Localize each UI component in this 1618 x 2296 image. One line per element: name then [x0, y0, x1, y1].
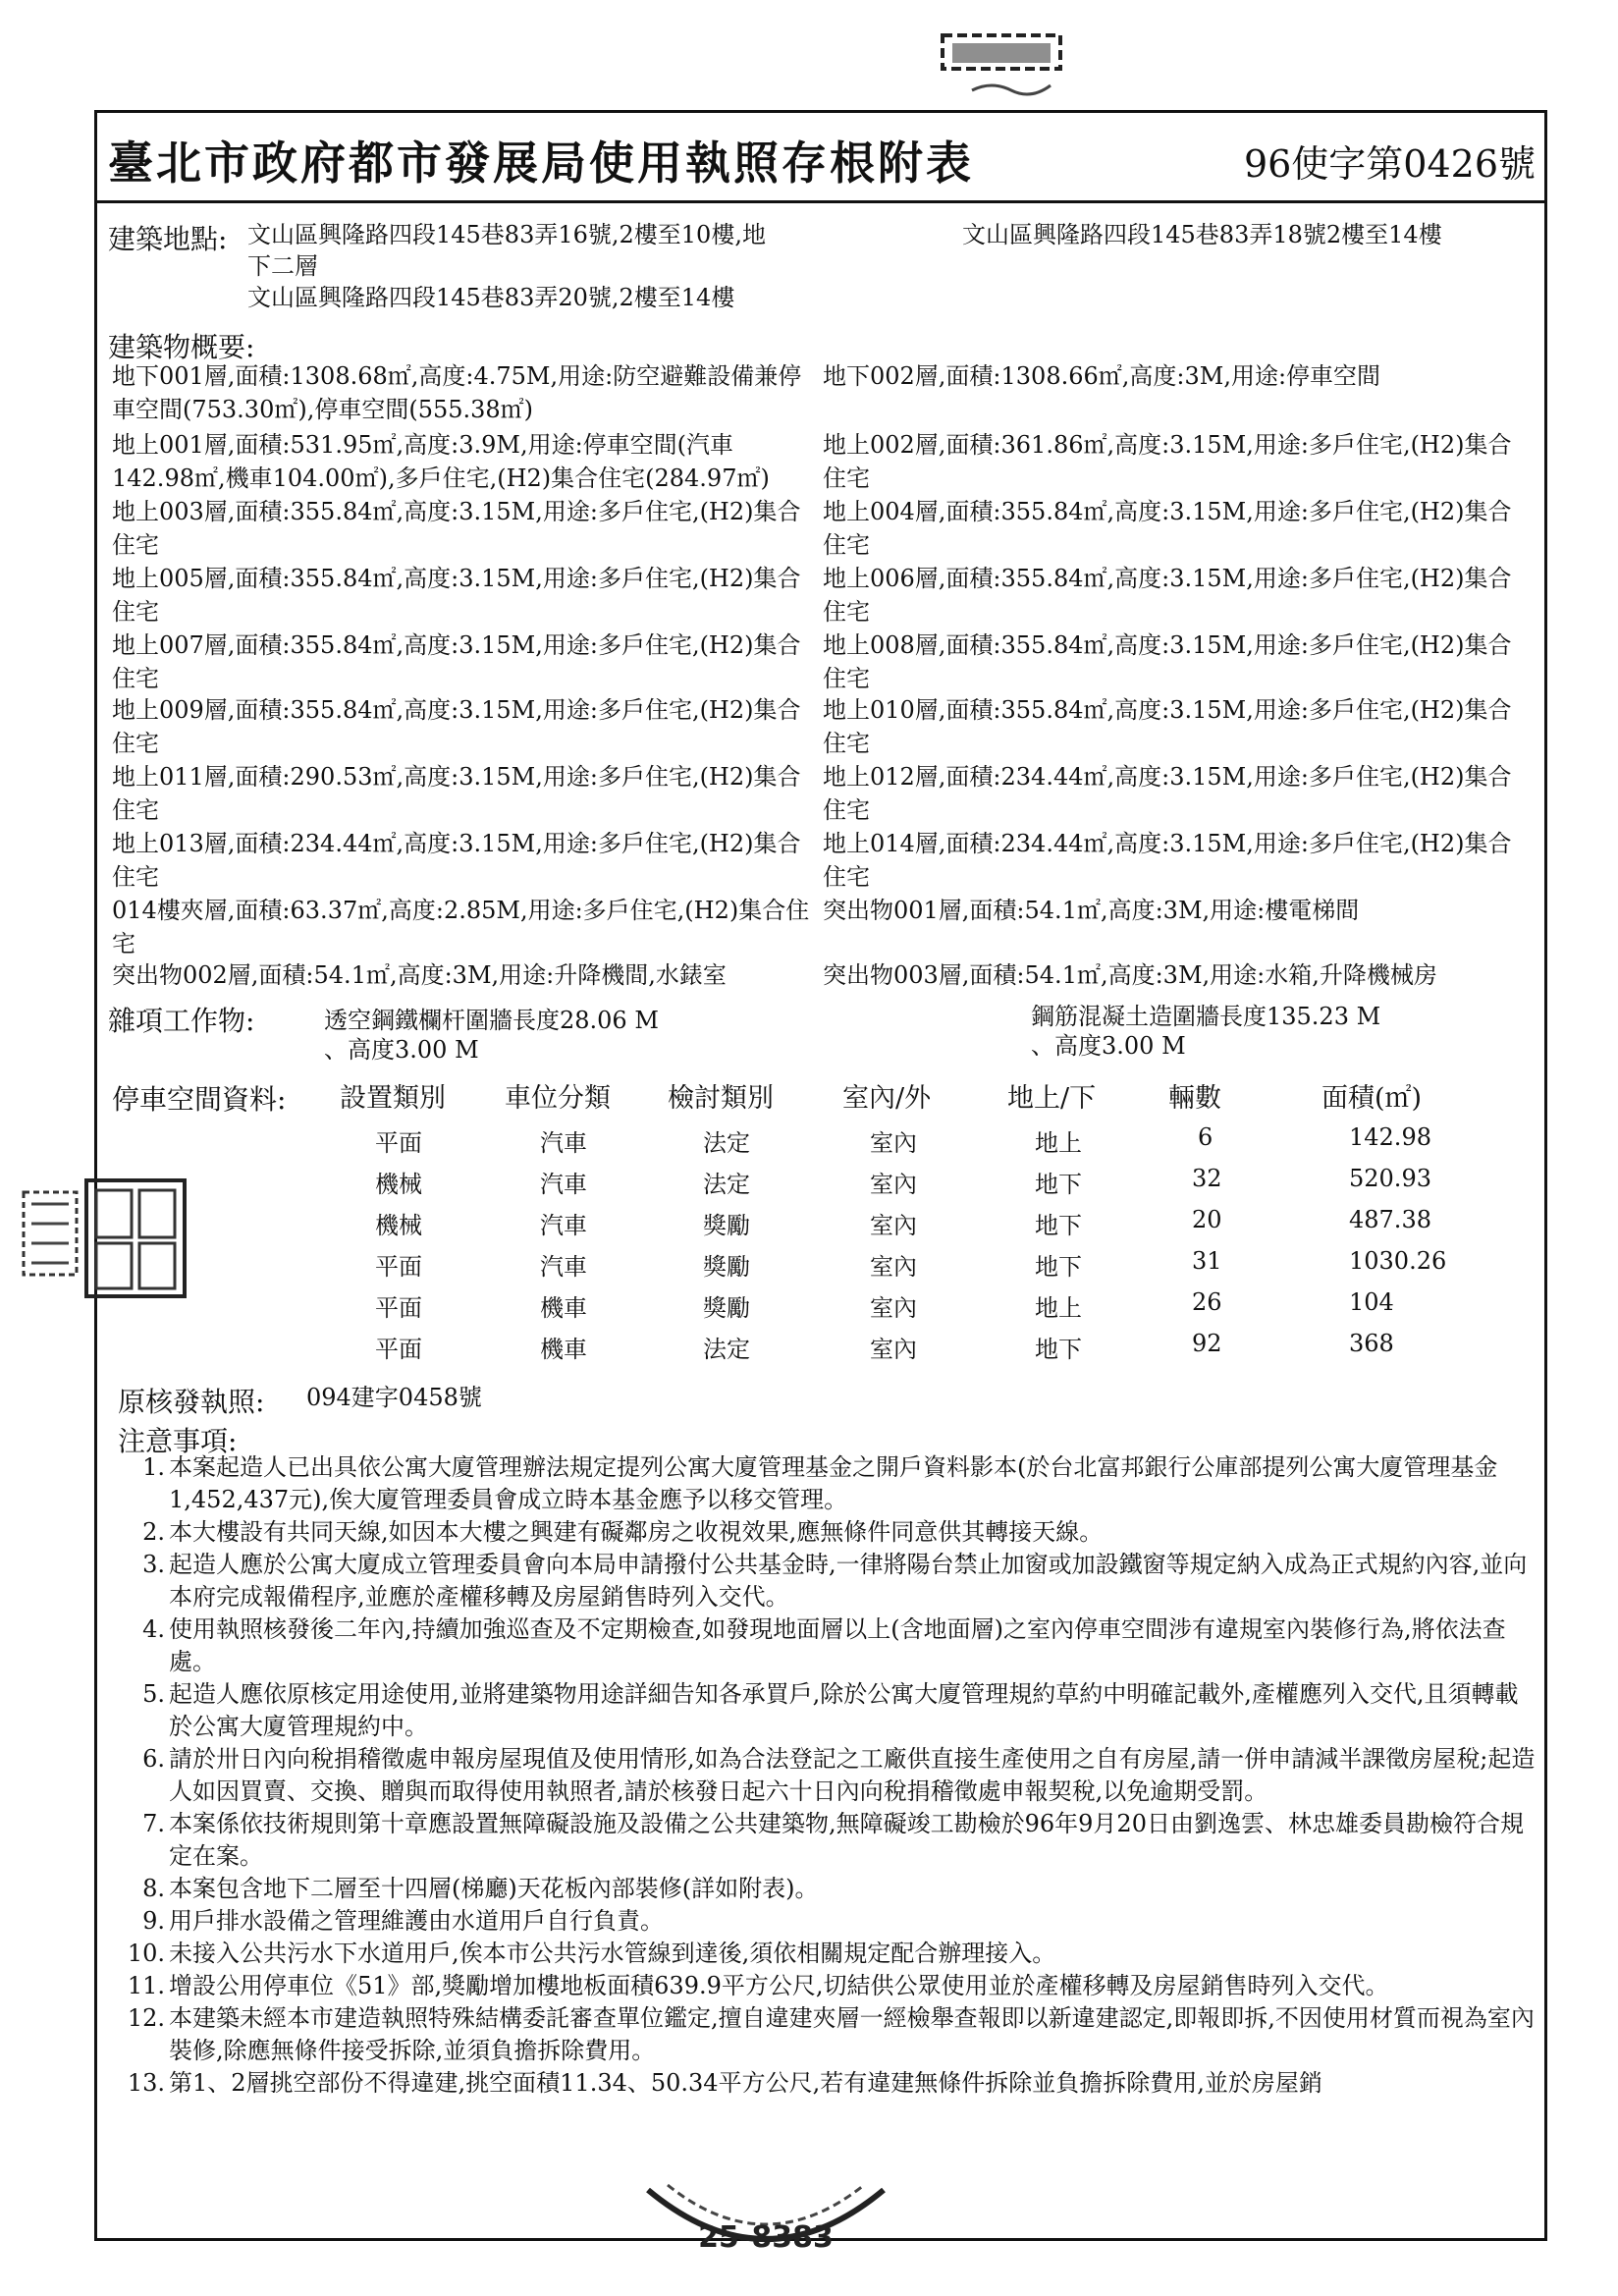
- note-number: 1.: [142, 1453, 165, 1481]
- cell-area: 368: [1349, 1330, 1394, 1357]
- original-permit-value: 094建字0458號: [306, 1384, 482, 1411]
- cell-indoor: 室內: [870, 1294, 917, 1322]
- overview-left-2: 地上003層,面積:355.84㎡,高度:3.15M,用途:多戶住宅,(H2)集合住宅: [112, 498, 801, 559]
- overview-right-9: 突出物003層,面積:54.1㎡,高度:3M,用途:水箱,升降機械房: [823, 961, 1437, 989]
- overview-label: 建築物概要:: [108, 331, 255, 363]
- overview-left-9: 突出物002層,面積:54.1㎡,高度:3M,用途:升降機間,水錶室: [112, 961, 727, 989]
- note-item: [126, 1905, 1539, 1938]
- cell-type: 平面: [375, 1129, 422, 1157]
- note-number: 10.: [127, 1940, 165, 1967]
- overview-right-7: 地上014層,面積:234.44㎡,高度:3.15M,用途:多戶住宅,(H2)集合住宅: [823, 830, 1512, 891]
- location-label: 建築地點:: [108, 223, 228, 255]
- overview-right-8: 突出物001層,面積:54.1㎡,高度:3M,用途:樓電梯間: [823, 897, 1360, 924]
- note-item: [126, 2067, 1539, 2100]
- notes-label: 注意事項:: [118, 1425, 238, 1457]
- misc-right-line1: 鋼筋混凝土造圍牆長度135.23 M: [1031, 1003, 1381, 1030]
- title-row: [94, 110, 1547, 203]
- misc-right-line2: 、高度3.00 M: [1031, 1032, 1186, 1060]
- overview-right-0: 地下002層,面積:1308.66㎡,高度:3M,用途:停車空間: [823, 362, 1381, 390]
- overview-right-2: 地上004層,面積:355.84㎡,高度:3.15M,用途:多戶住宅,(H2)集合住宅: [823, 498, 1512, 559]
- cell-count: 6: [1198, 1123, 1214, 1151]
- note-item: [126, 1743, 1539, 1808]
- note-item: [126, 1678, 1539, 1743]
- cell-level: 地上: [1035, 1294, 1082, 1322]
- cell-indoor: 室內: [870, 1253, 917, 1281]
- parking-header-area: 面積(㎡): [1321, 1083, 1423, 1114]
- cell-area: 487.38: [1349, 1206, 1431, 1233]
- cell-review: 法定: [703, 1171, 750, 1198]
- overview-right-6: 地上012層,面積:234.44㎡,高度:3.15M,用途:多戶住宅,(H2)集合住宅: [823, 763, 1512, 824]
- cell-level: 地下: [1035, 1253, 1082, 1281]
- misc-left-line2: 、高度3.00 M: [324, 1036, 479, 1064]
- cell-count: 31: [1192, 1247, 1222, 1275]
- cell-vehicle: 汽車: [540, 1129, 587, 1157]
- bottom-seal-stamp: [638, 2170, 893, 2278]
- cell-vehicle: 汽車: [540, 1253, 587, 1281]
- note-text: 請於卅日內向稅捐稽徵處申報房屋現值及使用情形,如為合法登記之工廠供直接生產使用之自有房屋,請一併申請減半課徵房屋稅;起造人如因買賣、交換、贈與而取得使用執照者,請於核發日起六十日內向稅捐稽徵處申報契稅,以免逾期受罰。: [169, 1745, 1536, 1805]
- overview-left-1: 地上001層,面積:531.95㎡,高度:3.9M,用途:停車空間(汽車142.98㎡,機車104.00㎡),多戶住宅,(H2)集合住宅(284.97㎡): [112, 431, 770, 492]
- note-number: 8.: [142, 1875, 165, 1902]
- cell-review: 法定: [703, 1336, 750, 1363]
- note-item: [126, 1970, 1539, 2002]
- cell-type: 平面: [375, 1253, 422, 1281]
- cell-vehicle: 機車: [540, 1336, 587, 1363]
- cell-level: 地下: [1035, 1212, 1082, 1239]
- cell-review: 獎勵: [703, 1294, 750, 1322]
- misc-left-line1: 透空鋼鐵欄杆圍牆長度28.06 M: [324, 1007, 659, 1034]
- bottom-stamp-text: 25-8383: [698, 2220, 834, 2255]
- document-title: 臺北市政府都市發展局使用執照存根附表: [108, 137, 974, 190]
- note-text: 本建築未經本市建造執照特殊結構委託審查單位鑑定,擅自違建夾層一經檢舉查報即以新違建認定,即報即拆,不因使用材質而視為室內裝修,除應無條件接受拆除,並須負擔拆除費用。: [169, 2004, 1535, 2064]
- cell-type: 平面: [375, 1336, 422, 1363]
- note-number: 9.: [142, 1907, 165, 1935]
- parking-header-vehicle: 車位分類: [505, 1083, 611, 1114]
- parking-header-review: 檢討類別: [668, 1083, 774, 1114]
- cell-area: 142.98: [1349, 1123, 1431, 1151]
- cell-indoor: 室內: [870, 1336, 917, 1363]
- note-number: 6.: [142, 1745, 165, 1773]
- cell-vehicle: 汽車: [540, 1212, 587, 1239]
- location-right: 文山區興隆路四段145巷83弄18號2樓至14樓: [962, 221, 1442, 248]
- parking-label: 停車空間資料:: [112, 1083, 287, 1116]
- cell-count: 92: [1192, 1330, 1222, 1357]
- cell-indoor: 室內: [870, 1129, 917, 1157]
- cell-indoor: 室內: [870, 1212, 917, 1239]
- parking-header-indoor: 室內/外: [842, 1083, 932, 1114]
- cell-level: 地下: [1035, 1171, 1082, 1198]
- location-left-line3: 文山區興隆路四段145巷83弄20號,2樓至14樓: [247, 284, 735, 311]
- overview-left-3: 地上005層,面積:355.84㎡,高度:3.15M,用途:多戶住宅,(H2)集合住宅: [112, 565, 801, 626]
- note-number: 4.: [142, 1615, 165, 1643]
- overview-left-4: 地上007層,面積:355.84㎡,高度:3.15M,用途:多戶住宅,(H2)集合住宅: [112, 631, 801, 692]
- overview-left-5: 地上009層,面積:355.84㎡,高度:3.15M,用途:多戶住宅,(H2)集合住宅: [112, 696, 801, 757]
- cell-area: 1030.26: [1349, 1247, 1447, 1275]
- cell-type: 機械: [375, 1212, 422, 1239]
- note-number: 13.: [127, 2069, 165, 2097]
- notes-list: [126, 1451, 1539, 2100]
- note-text: 起造人應於公寓大廈成立管理委員會向本局申請撥付公共基金時,一律將陽台禁止加窗或加設鐵窗等規定納入成為正式規約內容,並向本府完成報備程序,並應於產權移轉及房屋銷售時列入交代。: [169, 1551, 1528, 1611]
- note-text: 增設公用停車位《51》部,獎勵增加樓地板面積639.9平方公尺,切結供公眾使用並於產權移轉及房屋銷售時列入交代。: [169, 1972, 1389, 1999]
- note-text: 本案係依技術規則第十章應設置無障礙設施及設備之公共建築物,無障礙竣工勘檢於96年9月20日由劉逸雲、林忠雄委員勘檢符合規定在案。: [169, 1810, 1524, 1870]
- note-text: 未接入公共污水下水道用戶,俟本市公共污水管線到達後,須依相關規定配合辦理接入。: [169, 1940, 1056, 1967]
- cell-count: 26: [1192, 1288, 1222, 1316]
- parking-header-type: 設置類別: [340, 1083, 446, 1114]
- overview-left-6: 地上011層,面積:290.53㎡,高度:3.15M,用途:多戶住宅,(H2)集合住宅: [112, 763, 801, 824]
- note-item: [126, 1938, 1539, 1970]
- location-left-line2: 下二層: [247, 252, 318, 280]
- note-number: 2.: [142, 1518, 165, 1546]
- top-seal-stamp: [913, 22, 1090, 120]
- overview-left-8: 014樓夾層,面積:63.37㎡,高度:2.85M,用途:多戶住宅,(H2)集合住宅: [112, 897, 810, 957]
- note-text: 本案包含地下二層至十四層(梯廳)天花板內部裝修(詳如附表)。: [169, 1875, 819, 1902]
- cell-area: 104: [1349, 1288, 1394, 1316]
- note-item: [126, 1808, 1539, 1873]
- cell-review: 獎勵: [703, 1212, 750, 1239]
- overview-right-5: 地上010層,面積:355.84㎡,高度:3.15M,用途:多戶住宅,(H2)集合住宅: [823, 696, 1512, 757]
- note-text: 本案起造人已出具依公寓大廈管理辦法規定提列公寓大廈管理基金之開戶資料影本(於台北富邦銀行公庫部提列公寓大廈管理基金1,452,437元),俟大廈管理委員會成立時本基金應予以移交管理。: [169, 1453, 1498, 1513]
- overview-right-3: 地上006層,面積:355.84㎡,高度:3.15M,用途:多戶住宅,(H2)集合住宅: [823, 565, 1512, 626]
- overview-left-7: 地上013層,面積:234.44㎡,高度:3.15M,用途:多戶住宅,(H2)集合住宅: [112, 830, 801, 891]
- cell-type: 平面: [375, 1294, 422, 1322]
- cell-review: 獎勵: [703, 1253, 750, 1281]
- parking-header-level: 地上/下: [1007, 1083, 1097, 1114]
- original-permit-label: 原核發執照:: [118, 1386, 265, 1418]
- left-seal-stamp: [18, 1175, 194, 1302]
- note-item: [126, 1613, 1539, 1678]
- note-item: [126, 1873, 1539, 1905]
- note-number: 3.: [142, 1551, 165, 1578]
- cell-area: 520.93: [1349, 1165, 1431, 1192]
- note-text: 用戶排水設備之管理維護由水道用戶自行負責。: [169, 1907, 664, 1935]
- cell-review: 法定: [703, 1129, 750, 1157]
- note-item: [126, 1549, 1539, 1613]
- misc-label: 雜項工作物:: [108, 1005, 255, 1037]
- cell-level: 地下: [1035, 1336, 1082, 1363]
- note-number: 5.: [142, 1680, 165, 1708]
- cell-count: 32: [1192, 1165, 1222, 1192]
- note-number: 7.: [142, 1810, 165, 1837]
- overview-right-4: 地上008層,面積:355.84㎡,高度:3.15M,用途:多戶住宅,(H2)集合住宅: [823, 631, 1512, 692]
- note-item: [126, 1451, 1539, 1516]
- note-number: 11.: [127, 1972, 165, 1999]
- note-text: 使用執照核發後二年內,持續加強巡查及不定期檢查,如發現地面層以上(含地面層)之室內停車空間涉有違規室內裝修行為,將依法查處。: [169, 1615, 1506, 1675]
- parking-header-count: 輛數: [1168, 1083, 1221, 1114]
- overview-left-0: 地下001層,面積:1308.68㎡,高度:4.75M,用途:防空避難設備兼停車空間(753.30㎡),停車空間(555.38㎡): [112, 362, 802, 423]
- cell-count: 20: [1192, 1206, 1222, 1233]
- cell-level: 地上: [1035, 1129, 1082, 1157]
- note-item: [126, 2002, 1539, 2067]
- note-text: 第1、2層挑空部份不得違建,挑空面積11.34、50.34平方公尺,若有違建無條件拆除並負擔拆除費用,並於房屋銷: [169, 2069, 1322, 2097]
- permit-number: 96使字第0426號: [1243, 142, 1536, 186]
- overview-right-1: 地上002層,面積:361.86㎡,高度:3.15M,用途:多戶住宅,(H2)集合住宅: [823, 431, 1512, 492]
- cell-vehicle: 機車: [540, 1294, 587, 1322]
- note-text: 本大樓設有共同天線,如因本大樓之興建有礙鄰房之收視效果,應無條件同意供其轉接天線。: [169, 1518, 1104, 1546]
- note-number: 12.: [127, 2004, 165, 2032]
- cell-vehicle: 汽車: [540, 1171, 587, 1198]
- note-text: 起造人應依原核定用途使用,並將建築物用途詳細告知各承買戶,除於公寓大廈管理規約草約中明確記載外,產權應列入交代,且須轉載於公寓大廈管理規約中。: [169, 1680, 1519, 1740]
- cell-indoor: 室內: [870, 1171, 917, 1198]
- cell-type: 機械: [375, 1171, 422, 1198]
- location-left-line1: 文山區興隆路四段145巷83弄16號,2樓至10樓,地: [247, 221, 766, 248]
- note-item: [126, 1516, 1539, 1549]
